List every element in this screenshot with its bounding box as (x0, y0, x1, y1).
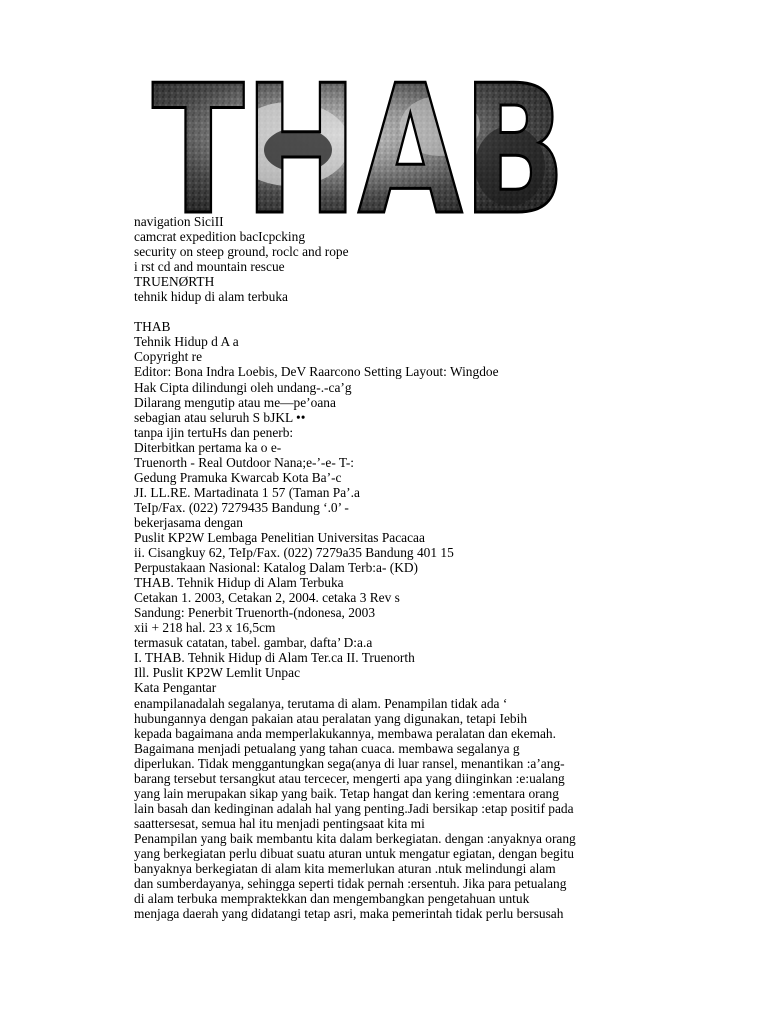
body-line: hubungannya dengan pakaian atau peralatan yang digunakan, tetapi Iebih (134, 710, 528, 726)
colophon-line: Cetakan 1. 2003, Cetakan 2, 2004. cetaka 3 Rev s (134, 590, 400, 606)
body-line: Bagaimana menjadi petualang yang tahan cuaca. membawa segalanya g (134, 740, 520, 756)
body-line: diperlukan. Tidak menggantungkan sega(anya di luar ransel, menantikan :a’ang- (134, 755, 565, 771)
colophon-line: THAB. Tehnik Hidup di Alam Terbuka (134, 575, 344, 591)
colophon-line: THAB (134, 319, 171, 335)
colophon-line: termasuk catatan, tabel. gambar, dafta’ D:a.a (134, 635, 373, 651)
colophon-line: ii. Cisangkuy 62, TeIp/Fax. (022) 7279a35 Bandung 401 15 (134, 545, 454, 561)
colophon-line: TeIp/Fax. (022) 7279435 Bandung ‘.0’ - (134, 499, 349, 515)
colophon-line: tanpa ijin tertuHs dan penerb: (134, 424, 294, 440)
intro-line: TRUENØRTH (134, 274, 215, 290)
colophon-line: Diterbitkan pertama ka o e- (134, 439, 282, 455)
body-line: dan sumberdayanya, sehingga seperti tidak pernah :ersentuh. Jika para petualang (134, 876, 567, 892)
section-heading: Kata Pengantar (134, 680, 217, 696)
colophon-line: Truenorth - Real Outdoor Nana;e-’-e- T-: (134, 454, 355, 470)
body-line: kepada bagaimana anda memperlakukannya, membawa peralatan dan ekemah. (134, 725, 556, 741)
body-line: enampilanadalah segalanya, terutama di alam. Penampilan tidak ada ‘ (134, 695, 508, 711)
intro-line: security on steep ground, roclc and rope (134, 244, 349, 260)
spacer (134, 304, 654, 319)
colophon-line: Tehnik Hidup d A a (134, 334, 239, 350)
thab-logo (150, 66, 570, 218)
colophon-line: Gedung Pramuka Kwarcab Kota Ba’-c (134, 469, 342, 485)
colophon-line: Editor: Bona Indra Loebis, DeV Raarcono Setting Layout: Wingdoe (134, 364, 499, 380)
body-line: banyaknya berkegiatan di alam kita memerlukan aturan .ntuk melindungi alam (134, 861, 556, 877)
foreword-body (134, 696, 654, 922)
colophon-line: Hak Cipta dilindungi oleh undang-.-ca’g (134, 379, 352, 395)
colophon-line: Copyright re (134, 349, 203, 365)
colophon-line: Sandung: Penerbit Truenorth-(ndonesa, 2003 (134, 605, 376, 621)
colophon-line: bekerjasama dengan (134, 514, 243, 530)
intro-section (134, 214, 654, 304)
body-line: lain basah dan kedinginan adalah hal yang penting.Jadi bersikap :etap positif pada (134, 800, 574, 816)
logo-text: THAB (152, 66, 566, 218)
colophon-line: Ill. Puslit KP2W Lemlit Unpac (134, 665, 301, 681)
intro-line: i rst cd and mountain rescue (134, 259, 285, 275)
colophon-line: Puslit KP2W Lembaga Penelitian Universitas Pacacaa (134, 529, 425, 545)
colophon-line: Perpustakaan Nasional: Katalog Dalam Terb:a- (KD) (134, 560, 419, 576)
colophon-line: xii + 218 hal. 23 x 16,5cm (134, 620, 276, 636)
body-line: di alam terbuka mempraktekkan dan mengembangkan pengetahuan untuk (134, 891, 530, 907)
document-text (134, 214, 654, 921)
intro-line: navigation SiciII (134, 214, 224, 229)
intro-line: tehnik hidup di alam terbuka (134, 289, 288, 305)
body-line: yang berkegiatan perlu dibuat suatu aturan untuk mengatur egiatan, dengan begitu (134, 845, 574, 861)
intro-line: camcrat expedition bacIcpcking (134, 229, 306, 245)
colophon-line: sebagian atau seluruh S bJKL •• (134, 409, 306, 425)
body-line: menjaga daerah yang didatangi tetap asri, maka pemerintah tidak perlu bersusah (134, 906, 564, 922)
body-line: barang tersebut tersangkut atau tercecer, mengerti apa yang diinginkan :e:ualang (134, 770, 565, 786)
colophon-line: JI. LL.RE. Martadinata 1 57 (Taman Pa’.a (134, 484, 360, 500)
colophon-line: I. THAB. Tehnik Hidup di Alam Ter.ca II. Truenorth (134, 650, 415, 666)
colophon-section (134, 319, 654, 695)
body-line: saattersesat, semua hal itu menjadi pentingsaat kita mi (134, 815, 425, 831)
body-line: yang lain merupakan sikap yang baik. Tetap hangat dan kering :ementara orang (134, 785, 559, 801)
body-line: Penampilan yang baik membantu kita dalam berkegiatan. dengan :anyaknya orang (134, 830, 576, 846)
colophon-line: Dilarang mengutip atau me—pe’oana (134, 394, 336, 410)
